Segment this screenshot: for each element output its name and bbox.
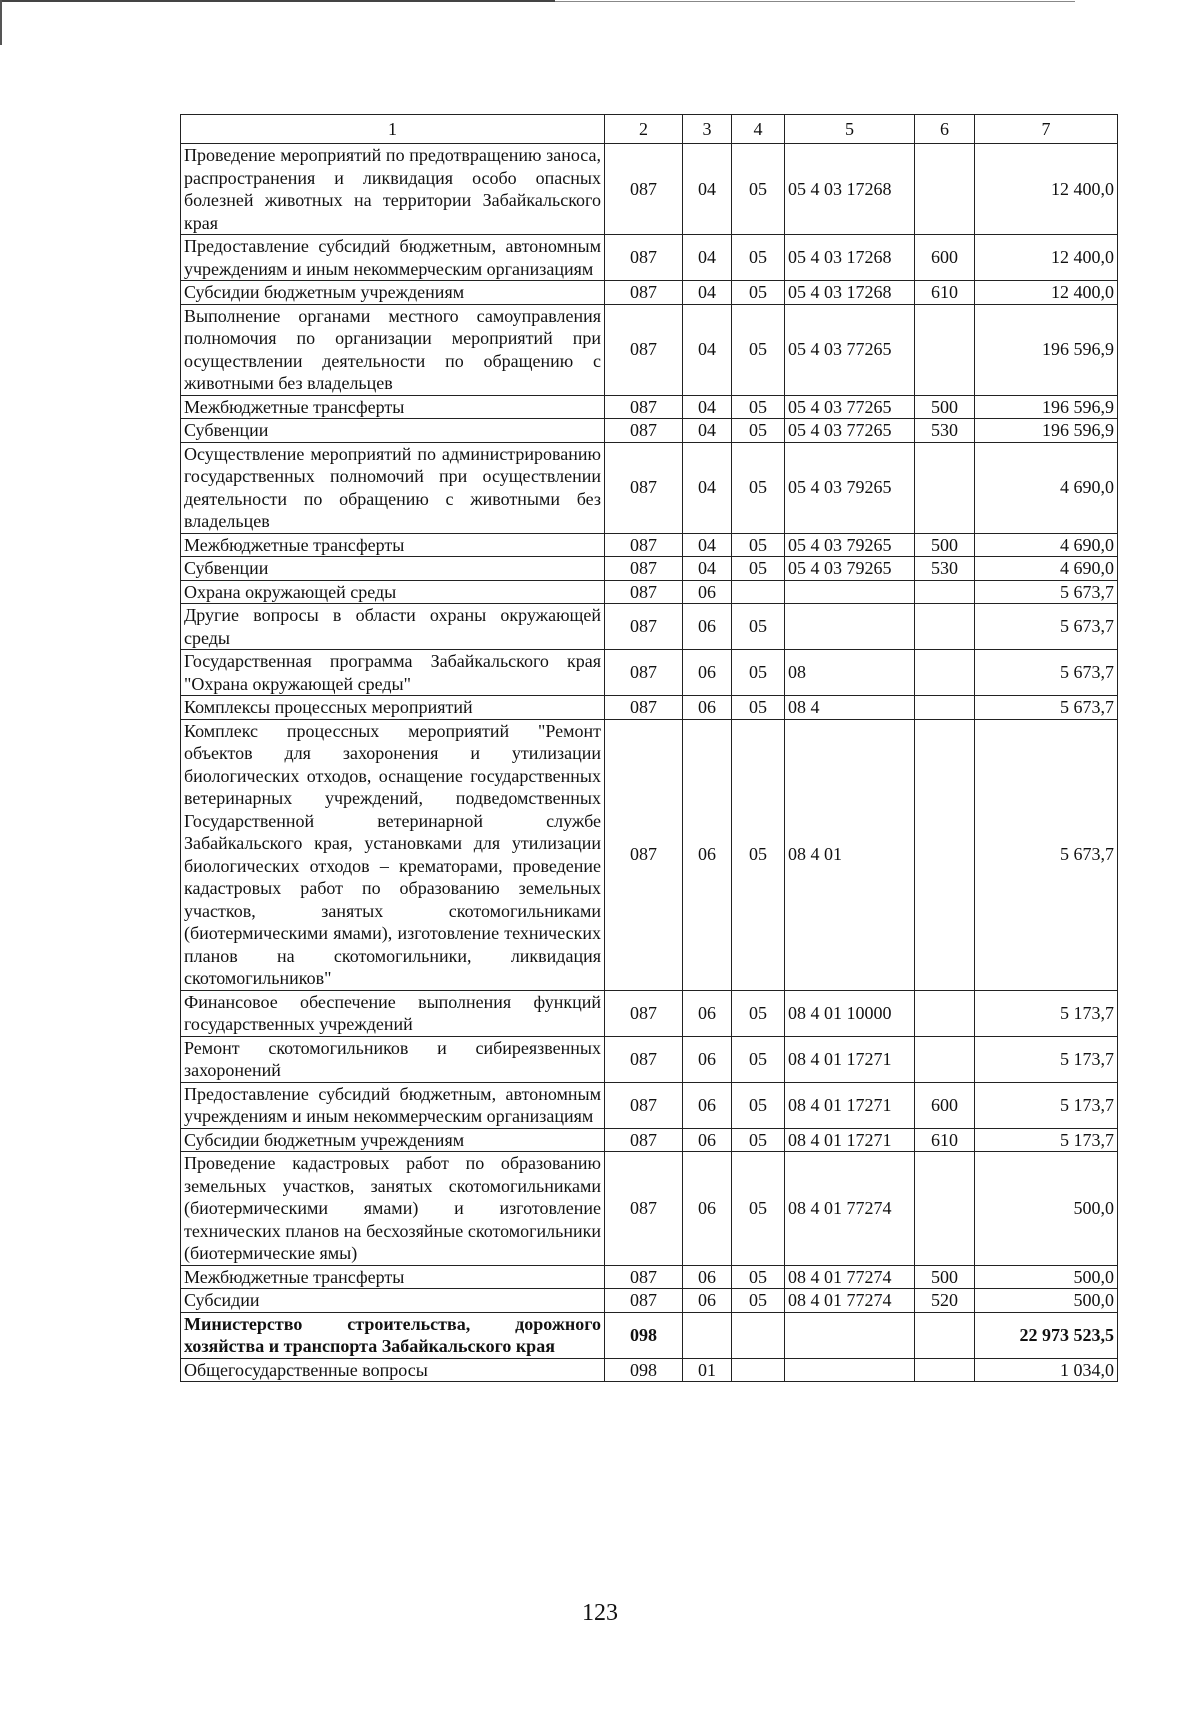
table-row	[181, 419, 1118, 443]
cell-pr-code: 05	[732, 533, 785, 557]
cell-sum: 5 173,7	[975, 1082, 1118, 1128]
cell-name: Финансовое обеспечение выполнения функций государственных учреждений	[181, 990, 605, 1036]
cell-name: Проведение кадастровых работ по образованию земельных участков, занятых скотомогильниками (биотермическими ямами) и изготовление технических планов на бесхозяйные скотомогильники (биотермические ямы)	[181, 1152, 605, 1266]
cell-rz-code: 01	[683, 1358, 732, 1382]
cell-pr-code: 05	[732, 1152, 785, 1266]
top-border-rule	[0, 0, 555, 2]
cell-sum: 12 400,0	[975, 281, 1118, 305]
cell-rz-code: 06	[683, 719, 732, 990]
cell-csr-code: 08 4 01 77274	[785, 1289, 915, 1313]
table-row	[181, 1289, 1118, 1313]
cell-rz-code: 04	[683, 144, 732, 235]
header-cell-1: 1	[181, 115, 605, 144]
cell-name: Общегосударственные вопросы	[181, 1358, 605, 1382]
cell-sum: 1 034,0	[975, 1358, 1118, 1382]
cell-csr-code	[785, 1358, 915, 1382]
cell-csr-code	[785, 1312, 915, 1358]
cell-vr-code: 610	[915, 1128, 975, 1152]
cell-csr-code: 08 4 01 17271	[785, 1128, 915, 1152]
cell-vr-code: 610	[915, 281, 975, 305]
cell-pr-code: 05	[732, 1082, 785, 1128]
cell-sum: 5 673,7	[975, 604, 1118, 650]
cell-rz-code: 06	[683, 696, 732, 720]
cell-rz-code: 06	[683, 1036, 732, 1082]
cell-sum: 5 173,7	[975, 1036, 1118, 1082]
cell-vr-code	[915, 1036, 975, 1082]
cell-pr-code: 05	[732, 696, 785, 720]
cell-pr-code: 05	[732, 1128, 785, 1152]
cell-vr-code: 500	[915, 395, 975, 419]
budget-table	[180, 114, 1118, 1382]
cell-gr-code: 087	[605, 533, 683, 557]
cell-vr-code: 600	[915, 1082, 975, 1128]
header-cell-6: 6	[915, 115, 975, 144]
cell-gr-code: 087	[605, 650, 683, 696]
cell-name: Субвенции	[181, 419, 605, 443]
left-edge-mark	[0, 0, 2, 45]
cell-gr-code: 098	[605, 1358, 683, 1382]
cell-sum: 5 673,7	[975, 696, 1118, 720]
cell-rz-code: 06	[683, 1082, 732, 1128]
table-row	[181, 990, 1118, 1036]
cell-csr-code	[785, 604, 915, 650]
cell-vr-code	[915, 650, 975, 696]
table-row	[181, 395, 1118, 419]
cell-sum: 500,0	[975, 1265, 1118, 1289]
cell-name: Субсидии	[181, 1289, 605, 1313]
cell-gr-code: 087	[605, 1152, 683, 1266]
cell-rz-code: 04	[683, 442, 732, 533]
table-row	[181, 1082, 1118, 1128]
cell-sum: 4 690,0	[975, 557, 1118, 581]
cell-vr-code	[915, 1358, 975, 1382]
cell-rz-code: 04	[683, 235, 732, 281]
table-row	[181, 235, 1118, 281]
cell-pr-code: 05	[732, 990, 785, 1036]
cell-csr-code: 05 4 03 79265	[785, 442, 915, 533]
table-row	[181, 1265, 1118, 1289]
cell-name: Ремонт скотомогильников и сибиреязвенных захоронений	[181, 1036, 605, 1082]
cell-gr-code: 087	[605, 235, 683, 281]
cell-name: Другие вопросы в области охраны окружающей среды	[181, 604, 605, 650]
cell-gr-code: 087	[605, 1289, 683, 1313]
cell-name: Комплекс процессных мероприятий "Ремонт объектов для захоронения и утилизации биологических отходов, оснащение государственных ветеринарных учреждений, подведомственных Государственной ветеринарной службе Забайкальского края, установками для утилизации биологических отходов – крематорами, проведение кадастровых работ по образованию земельных участков, занятых скотомогильниками (биотермическими ямами), изготовление технических планов на скотомогильники, ликвидация скотомогильников"	[181, 719, 605, 990]
cell-name: Государственная программа Забайкальского края "Охрана окружающей среды"	[181, 650, 605, 696]
cell-pr-code: 05	[732, 281, 785, 305]
cell-vr-code: 500	[915, 1265, 975, 1289]
cell-gr-code: 087	[605, 419, 683, 443]
cell-pr-code: 05	[732, 442, 785, 533]
cell-vr-code	[915, 442, 975, 533]
cell-sum: 4 690,0	[975, 533, 1118, 557]
cell-name: Проведение мероприятий по предотвращению заноса, распространения и ликвидация особо опасных болезней животных на территории Забайкальского края	[181, 144, 605, 235]
cell-name: Межбюджетные трансферты	[181, 1265, 605, 1289]
cell-sum: 500,0	[975, 1289, 1118, 1313]
cell-vr-code: 600	[915, 235, 975, 281]
cell-csr-code: 05 4 03 77265	[785, 419, 915, 443]
cell-pr-code: 05	[732, 557, 785, 581]
cell-csr-code: 08 4 01 77274	[785, 1152, 915, 1266]
cell-rz-code: 06	[683, 604, 732, 650]
cell-gr-code: 098	[605, 1312, 683, 1358]
cell-gr-code: 087	[605, 719, 683, 990]
table-row	[181, 604, 1118, 650]
cell-sum: 12 400,0	[975, 144, 1118, 235]
cell-csr-code: 08 4 01 10000	[785, 990, 915, 1036]
cell-name: Межбюджетные трансферты	[181, 533, 605, 557]
cell-gr-code: 087	[605, 304, 683, 395]
cell-gr-code: 087	[605, 442, 683, 533]
cell-pr-code: 05	[732, 719, 785, 990]
cell-gr-code: 087	[605, 144, 683, 235]
cell-csr-code: 05 4 03 79265	[785, 557, 915, 581]
cell-pr-code	[732, 1312, 785, 1358]
cell-gr-code: 087	[605, 580, 683, 604]
cell-sum: 196 596,9	[975, 304, 1118, 395]
cell-rz-code: 04	[683, 533, 732, 557]
cell-gr-code: 087	[605, 1082, 683, 1128]
cell-vr-code: 530	[915, 419, 975, 443]
table-row	[181, 719, 1118, 990]
cell-pr-code: 05	[732, 304, 785, 395]
cell-vr-code	[915, 144, 975, 235]
cell-pr-code	[732, 1358, 785, 1382]
cell-csr-code: 08 4	[785, 696, 915, 720]
cell-name: Предоставление субсидий бюджетным, автономным учреждениям и иным некоммерческим организациям	[181, 1082, 605, 1128]
cell-vr-code	[915, 304, 975, 395]
cell-pr-code: 05	[732, 235, 785, 281]
cell-sum: 500,0	[975, 1152, 1118, 1266]
cell-vr-code: 520	[915, 1289, 975, 1313]
cell-rz-code	[683, 1312, 732, 1358]
cell-csr-code: 08 4 01	[785, 719, 915, 990]
cell-vr-code	[915, 719, 975, 990]
cell-vr-code: 500	[915, 533, 975, 557]
cell-rz-code: 06	[683, 1128, 732, 1152]
header-row	[181, 115, 1118, 144]
cell-rz-code: 06	[683, 650, 732, 696]
cell-name: Субсидии бюджетным учреждениям	[181, 1128, 605, 1152]
table-row	[181, 442, 1118, 533]
cell-gr-code: 087	[605, 696, 683, 720]
table-row	[181, 580, 1118, 604]
cell-gr-code: 087	[605, 395, 683, 419]
cell-csr-code: 05 4 03 77265	[785, 304, 915, 395]
cell-csr-code: 08 4 01 17271	[785, 1082, 915, 1128]
cell-name: Субсидии бюджетным учреждениям	[181, 281, 605, 305]
cell-csr-code: 05 4 03 79265	[785, 533, 915, 557]
cell-vr-code: 530	[915, 557, 975, 581]
cell-gr-code: 087	[605, 604, 683, 650]
table-row	[181, 281, 1118, 305]
cell-pr-code: 05	[732, 650, 785, 696]
cell-csr-code	[785, 580, 915, 604]
cell-rz-code: 06	[683, 1265, 732, 1289]
cell-vr-code	[915, 696, 975, 720]
cell-name: Комплексы процессных мероприятий	[181, 696, 605, 720]
cell-pr-code: 05	[732, 395, 785, 419]
cell-csr-code: 05 4 03 17268	[785, 144, 915, 235]
table-row	[181, 1036, 1118, 1082]
cell-name: Осуществление мероприятий по администрированию государственных полномочий при осуществлении деятельности по обращению с животными без владельцев	[181, 442, 605, 533]
header-cell-2: 2	[605, 115, 683, 144]
table-row	[181, 1152, 1118, 1266]
cell-sum: 4 690,0	[975, 442, 1118, 533]
table-row	[181, 304, 1118, 395]
cell-pr-code: 05	[732, 1265, 785, 1289]
cell-gr-code: 087	[605, 557, 683, 581]
cell-sum: 22 973 523,5	[975, 1312, 1118, 1358]
cell-gr-code: 087	[605, 1265, 683, 1289]
table-row	[181, 1312, 1118, 1358]
top-border-rule-thin	[555, 1, 1075, 2]
table-row	[181, 533, 1118, 557]
table-row	[181, 1358, 1118, 1382]
cell-name: Предоставление субсидий бюджетным, автономным учреждениям и иным некоммерческим организациям	[181, 235, 605, 281]
cell-vr-code	[915, 604, 975, 650]
header-cell-5: 5	[785, 115, 915, 144]
cell-csr-code: 08 4 01 77274	[785, 1265, 915, 1289]
cell-sum: 196 596,9	[975, 395, 1118, 419]
cell-rz-code: 06	[683, 1152, 732, 1266]
table-row	[181, 557, 1118, 581]
cell-sum: 5 173,7	[975, 1128, 1118, 1152]
cell-sum: 12 400,0	[975, 235, 1118, 281]
cell-name: Охрана окружающей среды	[181, 580, 605, 604]
cell-sum: 5 173,7	[975, 990, 1118, 1036]
cell-sum: 196 596,9	[975, 419, 1118, 443]
cell-rz-code: 06	[683, 990, 732, 1036]
cell-sum: 5 673,7	[975, 580, 1118, 604]
cell-csr-code: 05 4 03 17268	[785, 281, 915, 305]
cell-csr-code: 08	[785, 650, 915, 696]
cell-gr-code: 087	[605, 281, 683, 305]
cell-pr-code: 05	[732, 1289, 785, 1313]
cell-vr-code	[915, 990, 975, 1036]
cell-pr-code: 05	[732, 604, 785, 650]
cell-name: Министерство строительства, дорожного хозяйства и транспорта Забайкальского края	[181, 1312, 605, 1358]
table-row	[181, 144, 1118, 235]
cell-name: Межбюджетные трансферты	[181, 395, 605, 419]
header-cell-3: 3	[683, 115, 732, 144]
cell-pr-code	[732, 580, 785, 604]
cell-pr-code: 05	[732, 419, 785, 443]
page-number: 123	[582, 1600, 618, 1626]
cell-rz-code: 06	[683, 1289, 732, 1313]
cell-rz-code: 04	[683, 281, 732, 305]
cell-rz-code: 04	[683, 557, 732, 581]
table-row	[181, 650, 1118, 696]
cell-pr-code: 05	[732, 144, 785, 235]
cell-pr-code: 05	[732, 1036, 785, 1082]
cell-gr-code: 087	[605, 990, 683, 1036]
cell-csr-code: 08 4 01 17271	[785, 1036, 915, 1082]
cell-rz-code: 04	[683, 304, 732, 395]
header-cell-4: 4	[732, 115, 785, 144]
cell-rz-code: 04	[683, 395, 732, 419]
header-cell-7: 7	[975, 115, 1118, 144]
cell-vr-code	[915, 1152, 975, 1266]
table-row	[181, 1128, 1118, 1152]
cell-gr-code: 087	[605, 1128, 683, 1152]
cell-vr-code	[915, 1312, 975, 1358]
cell-rz-code: 06	[683, 580, 732, 604]
cell-vr-code	[915, 580, 975, 604]
cell-sum: 5 673,7	[975, 719, 1118, 990]
cell-csr-code: 05 4 03 17268	[785, 235, 915, 281]
cell-sum: 5 673,7	[975, 650, 1118, 696]
cell-name: Субвенции	[181, 557, 605, 581]
cell-name: Выполнение органами местного самоуправления полномочия по организации мероприятий при осуществлении деятельности по обращению с животными без владельцев	[181, 304, 605, 395]
cell-gr-code: 087	[605, 1036, 683, 1082]
cell-rz-code: 04	[683, 419, 732, 443]
table-row	[181, 696, 1118, 720]
cell-csr-code: 05 4 03 77265	[785, 395, 915, 419]
